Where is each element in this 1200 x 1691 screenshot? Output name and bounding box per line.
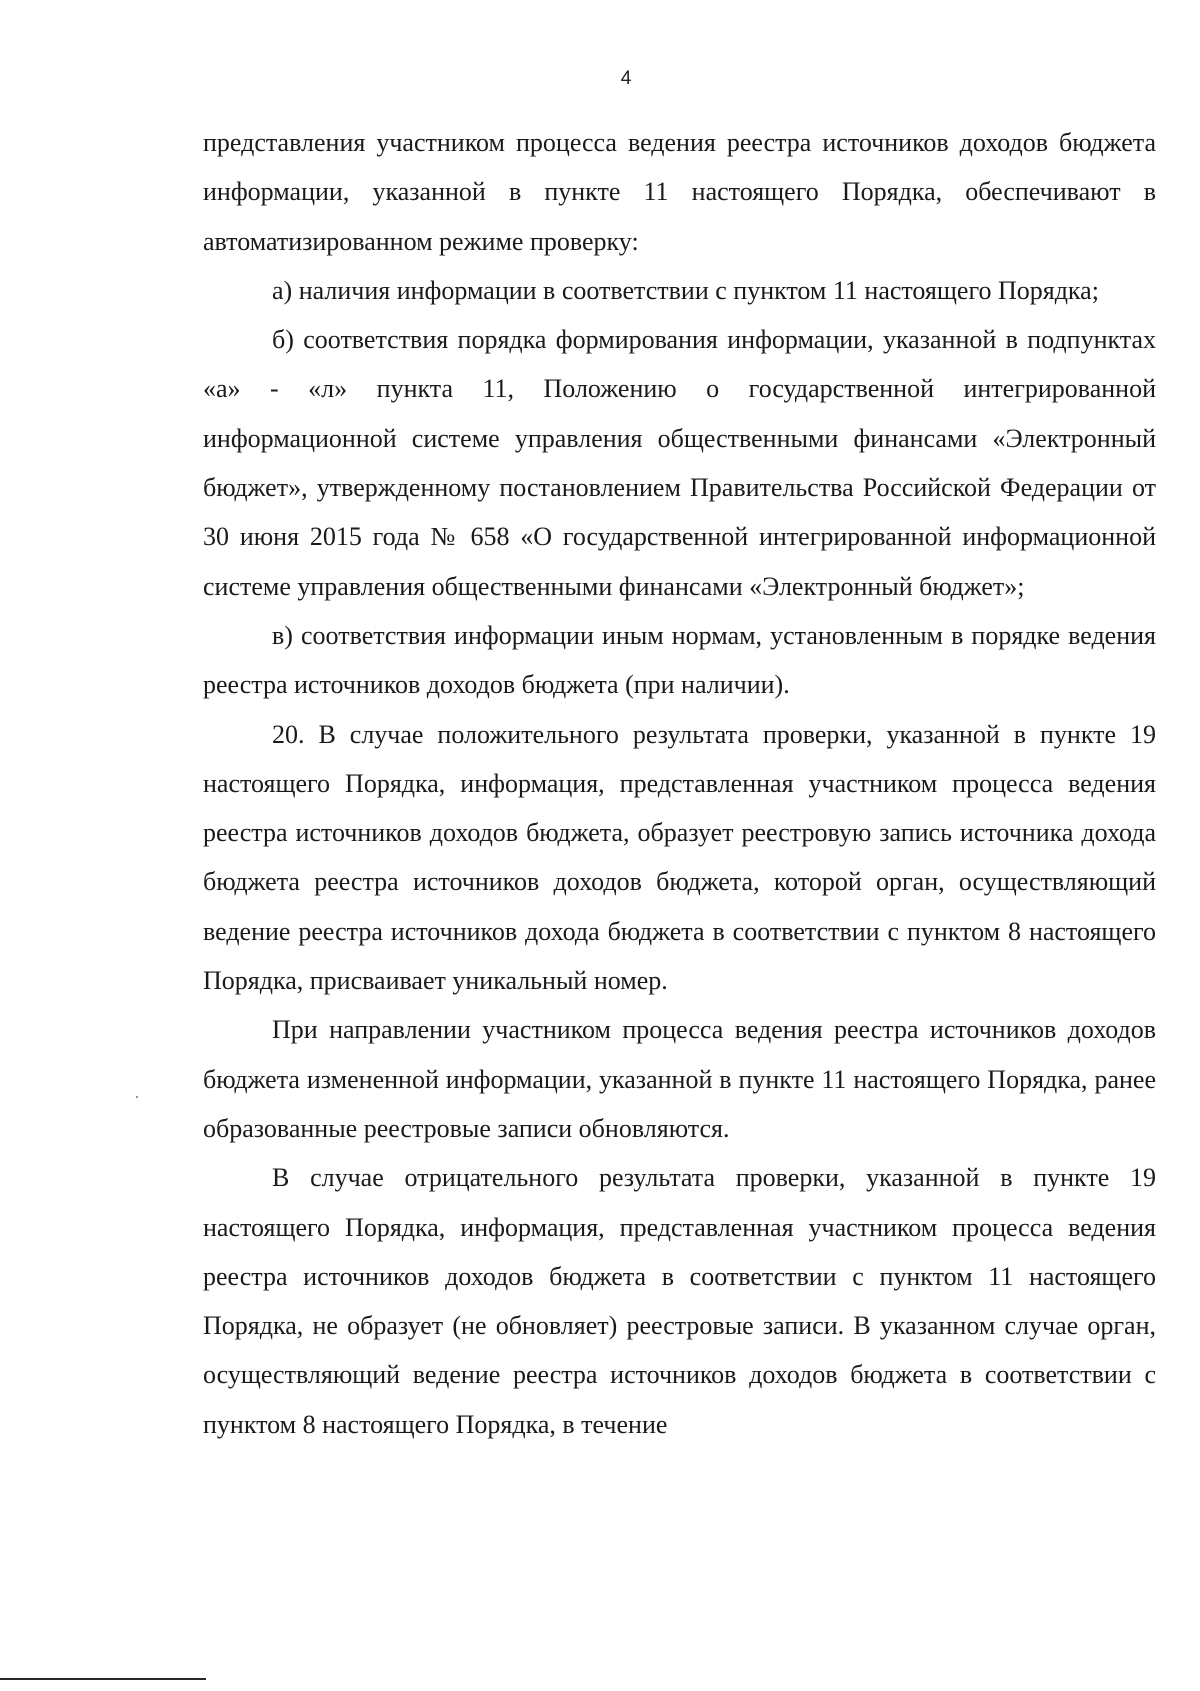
paragraph-clause-20-negative: В случае отрицательного результата проверки, указанной в пункте 19 настоящего Порядка, информация, представленная участником процесса ведения реестра источников доходов бюджета в соответствии с пунктом 11 настоящего Порядка, не образует (не обновляет) реестровые записи. В указанном случае орган, осуществляющий ведение реестра источников доходов бюджета в соответствии с пунктом 8 настоящего Порядка, в течение	[203, 1163, 1156, 1439]
scan-artifact	[136, 1096, 138, 1098]
paragraph-continuation: представления участником процесса ведения реестра источников доходов бюджета информации, указанной в пункте 11 настоящего Порядка, обеспечивают в автоматизированном режиме проверку:	[203, 128, 1156, 256]
paragraph-item-b: б) соответствия порядка формирования информации, указанной в подпунктах «а» - «л» пункта 11, Положению о государственной интегрированной информационной системе управления общественными финансами «Электронный бюджет», утвержденному постановлением Правительства Российской Федерации от 30 июня 2015 года № 658 «О государственной интегрированной информационной системе управления общественными финансами «Электронный бюджет»;	[203, 325, 1156, 601]
paragraph-clause-20-update: При направлении участником процесса ведения реестра источников доходов бюджета измененной информации, указанной в пункте 11 настоящего Порядка, ранее образованные реестровые записи обновляются.	[203, 1015, 1156, 1143]
page-number: 4	[620, 68, 632, 89]
footnote-rule	[0, 1678, 206, 1680]
paragraph-item-v: в) соответствия информации иным нормам, установленным в порядке ведения реестра источников доходов бюджета (при наличии).	[203, 620, 1156, 700]
document-body	[203, 118, 1156, 1449]
paragraph-item-a: а) наличия информации в соответствии с пунктом 11 настоящего Порядка;	[272, 275, 1099, 305]
paragraph-clause-20: 20. В случае положительного результата проверки, указанной в пункте 19 настоящего Порядка, информация, представленная участником процесса ведения реестра источников доходов бюджета, образует реестровую запись источника дохода бюджета реестра источников доходов бюджета, которой орган, осуществляющий ведение реестра источников дохода бюджета в соответствии с пунктом 8 настоящего Порядка, присваивает уникальный номер.	[203, 719, 1156, 996]
